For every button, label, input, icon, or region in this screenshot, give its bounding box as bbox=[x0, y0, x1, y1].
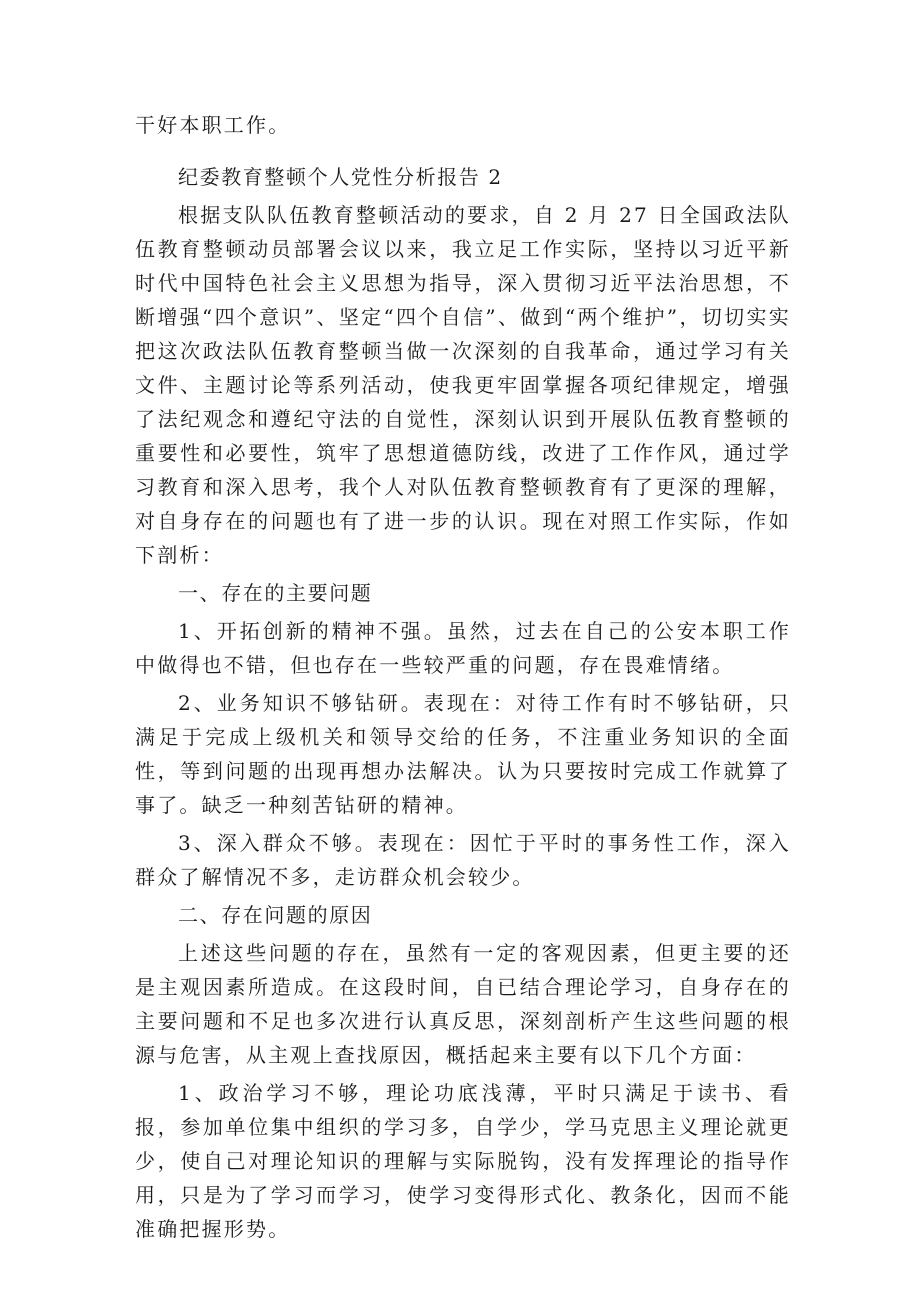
section-heading-causes: 二、存在问题的原因 bbox=[178, 903, 373, 927]
causes-intro-paragraph: 上述这些问题的存在，虽然有一定的客观因素，但更主要的还是主观因素所造成。在这段时间，自已结合理论学习，自身存在的主要问题和不足也多次进行认真反思，深刻剖析产生这些问题的根源与危害，从主观上查找原因，概括起来主要有以下几个方面： bbox=[135, 941, 791, 1067]
problem-item-1: 1、开拓创新的精神不强。虽然，过去在自己的公安本职工作中做得也不错，但也存在一些较严重的问题，存在畏难情绪。 bbox=[135, 619, 791, 677]
section-heading-problems: 一、存在的主要问题 bbox=[178, 581, 373, 605]
problem-item-3: 3、深入群众不够。表现在：因忙于平时的事务性工作，深入群众了解情况不多，走访群众机会较少。 bbox=[135, 831, 791, 889]
problem-item-2: 2、业务知识不够钻研。表现在：对待工作有时不够钻研，只满足于完成上级机关和领导交给的任务，不注重业务知识的全面性，等到问题的出现再想办法解决。认为只要按时完成工作就算了事了。缺乏一种刻苦钻研的精神。 bbox=[135, 691, 791, 817]
report-title: 纪委教育整顿个人党性分析报告 2 bbox=[178, 165, 503, 189]
intro-paragraph: 根据支队队伍教育整顿活动的要求，自 2 月 27 日全国政法队伍教育整顿动员部署会议以来，我立足工作实际，坚持以习近平新时代中国特色社会主义思想为指导，深入贯彻习近平法治思想，不断增强“四个意识”、坚定“四个自信”、做到“两个维护”，切切实实把这次政法队伍教育整顿当做一次深刻的自我革命，通过学习有关文件、主题讨论等系列活动，使我更牢固掌握各项纪律规定，增强了法纪观念和遵纪守法的自觉性，深刻认识到开展队伍教育整顿的重要性和必要性，筑牢了思想道德防线，改进了工作作风，通过学习教育和深入思考，我个人对队伍教育整顿教育有了更深的理解，对自身存在的问题也有了进一步的认识。现在对照工作实际，作如下剖析： bbox=[135, 203, 791, 567]
cause-item-1: 1、政治学习不够，理论功底浅薄，平时只满足于读书、看报，参加单位集中组织的学习多，自学少，学马克思主义理论就更少，使自己对理论知识的理解与实际脱钩，没有发挥理论的指导作用，只是为了学习而学习，使学习变得形式化、教条化，因而不能准确把握形势。 bbox=[135, 1081, 791, 1241]
document-page bbox=[135, 108, 791, 1250]
continuation-text: 干好本职工作。 bbox=[135, 113, 291, 137]
